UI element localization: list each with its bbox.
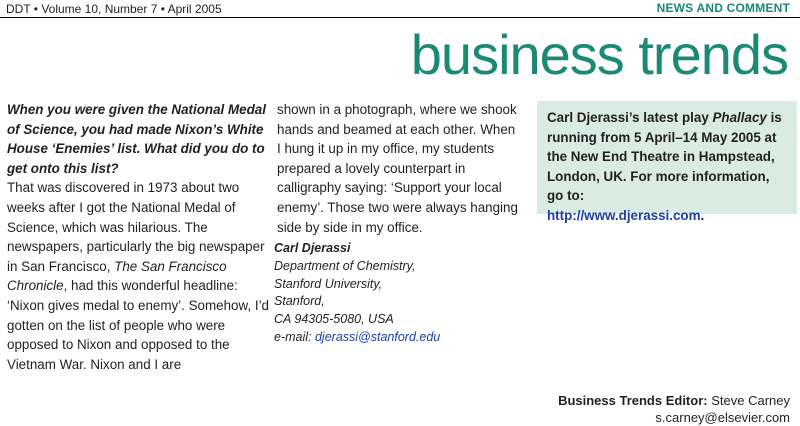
interview-answer-part1: That was discovered in 1973 about two weeks after I got the National Medal of Science, which was hilarious. The newspapers, particularly the big newspaper in San Francisco, [7,180,265,274]
editor-email[interactable]: s.carney@elsevier.com [655,410,790,425]
author-department: Department of Chemistry, [274,258,416,273]
link-period: . [700,207,705,223]
interview-column-right [277,100,522,237]
interview-question: When you were given the National Medal of Science, you had made Nixon’s White House ‘Enemies’ list. What did you do to get onto this list? [7,102,266,176]
author-postcode: CA 94305-5080, USA [274,312,394,327]
header-divider [0,17,800,18]
play-title: Phallacy [712,110,767,125]
interview-column-left [7,100,272,374]
journal-issue-info: DDT • Volume 10, Number 7 • April 2005 [6,2,222,16]
editor-name: Steve Carney [711,393,790,408]
website-link[interactable]: http://www.djerassi.com [547,207,701,223]
page-title: business trends [410,23,788,86]
editor-label: Business Trends Editor: [558,393,708,408]
infobox-text-after: is running from 5 April–14 May 2005 at the New End Theatre in Hampstead, London, UK. For more information, go to: [547,110,782,204]
editor-credit [558,393,790,408]
author-email-line [274,329,440,347]
infobox-text-before: Carl Djerassi’s latest play [547,110,713,125]
author-university: Stanford University, [274,276,383,291]
interview-answer-part2: , had this wonderful headline: ‘Nixon gives medal to enemy’. Somehow, I’d gotten on the list of people who were opposed to Nixon and opposed to the Vietnam War. Nixon and I are [7,278,269,372]
author-email-link[interactable]: djerassi@stanford.edu [314,329,441,344]
author-name: Carl Djerassi [274,241,351,255]
author-city: Stanford, [274,294,325,309]
play-info-box [537,101,797,223]
author-signature [274,240,440,347]
section-label: NEWS AND COMMENT [656,1,790,15]
interview-answer-continued: shown in a photograph, where we shook hands and beamed at each other. When I hung it up in my office, my students prepared a lovely counterpart in calligraphy saying: ‘Support your local enemy’. Those two were always hanging side by side in my office. [277,102,518,235]
email-label: e-mail: [274,329,315,344]
newspaper-name: The San Francisco Chronicle [7,258,227,294]
